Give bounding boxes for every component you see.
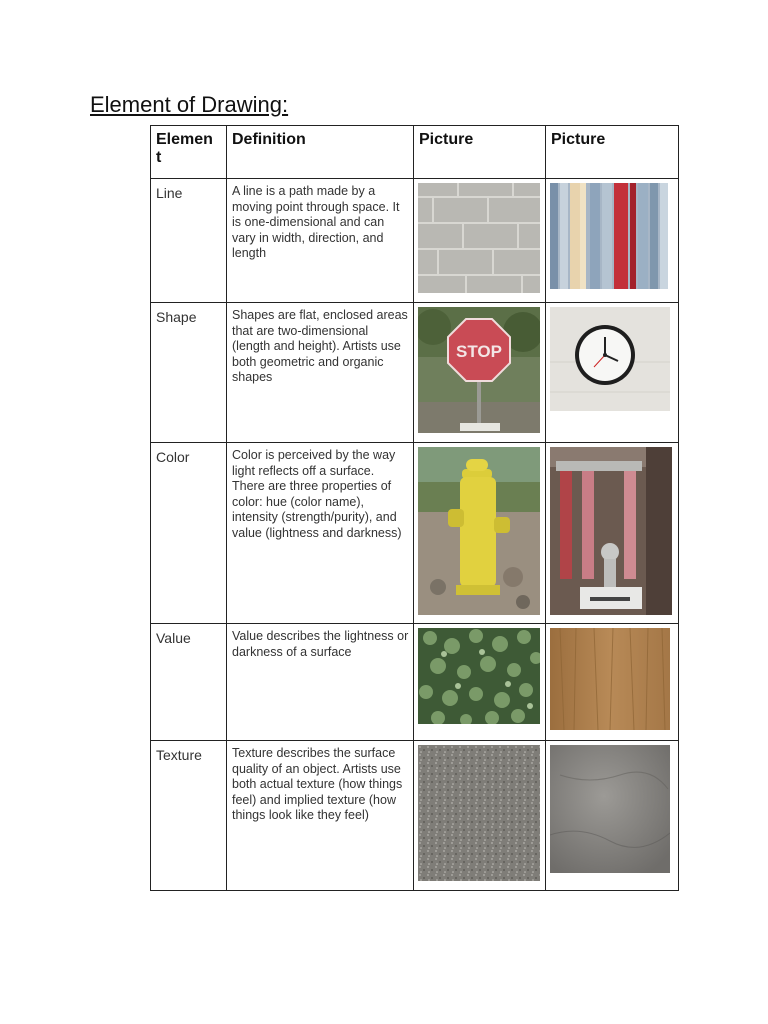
- table-row: [151, 624, 679, 741]
- striped-fabric-photo: [550, 183, 674, 289]
- element-name: Shape: [151, 303, 227, 443]
- table-row: [151, 443, 679, 624]
- picture-cell: [546, 624, 679, 741]
- header-picture-1: Picture: [414, 126, 546, 179]
- picture-cell: [546, 179, 679, 303]
- picture-cell: [414, 443, 546, 624]
- element-name: Color: [151, 443, 227, 624]
- element-name: Line: [151, 179, 227, 303]
- trophy-photo: [550, 447, 674, 615]
- elements-table: [150, 125, 679, 891]
- picture-cell: [546, 741, 679, 891]
- stop-sign-text: STOP: [456, 342, 502, 361]
- wall-clock-photo: [550, 307, 674, 411]
- concrete-surface-photo: [550, 745, 674, 873]
- fire-hydrant-photo: [418, 447, 541, 615]
- shrub-leaves-photo: [418, 628, 541, 724]
- element-name: Texture: [151, 741, 227, 891]
- header-picture-2: Picture: [546, 126, 679, 179]
- picture-cell: [414, 303, 546, 443]
- element-definition: Shapes are flat, enclosed areas that are two-dimensional (length and height). Artists use both geometric and organic shapes: [227, 303, 414, 443]
- picture-cell: [546, 443, 679, 624]
- picture-cell: [414, 624, 546, 741]
- brick-wall-photo: [418, 183, 541, 293]
- picture-cell: [414, 741, 546, 891]
- element-definition: Color is perceived by the way light reflects off a surface. There are three properties of color: hue (color name), intensity (strength/purity), and value (lightness and darkness): [227, 443, 414, 624]
- wood-grain-photo: [550, 628, 674, 730]
- element-definition: Texture describes the surface quality of an object. Artists use both actual texture (how things feel) and implied texture (how things look like they feel): [227, 741, 414, 891]
- picture-cell: [546, 303, 679, 443]
- table-row: [151, 303, 679, 443]
- gravel-surface-photo: [418, 745, 541, 881]
- picture-cell: [414, 179, 546, 303]
- page-title: Element of Drawing:: [90, 92, 289, 117]
- stop-sign-photo: [418, 307, 541, 433]
- header-row: [151, 126, 679, 179]
- element-definition: Value describes the lightness or darkness of a surface: [227, 624, 414, 741]
- element-definition: A line is a path made by a moving point through space. It is one-dimensional and can vary in width, direction, and length: [227, 179, 414, 303]
- header-definition: Definition: [227, 126, 414, 179]
- table-row: [151, 179, 679, 303]
- element-name: Value: [151, 624, 227, 741]
- header-element: Elemen t: [151, 126, 227, 179]
- table-row: [151, 741, 679, 891]
